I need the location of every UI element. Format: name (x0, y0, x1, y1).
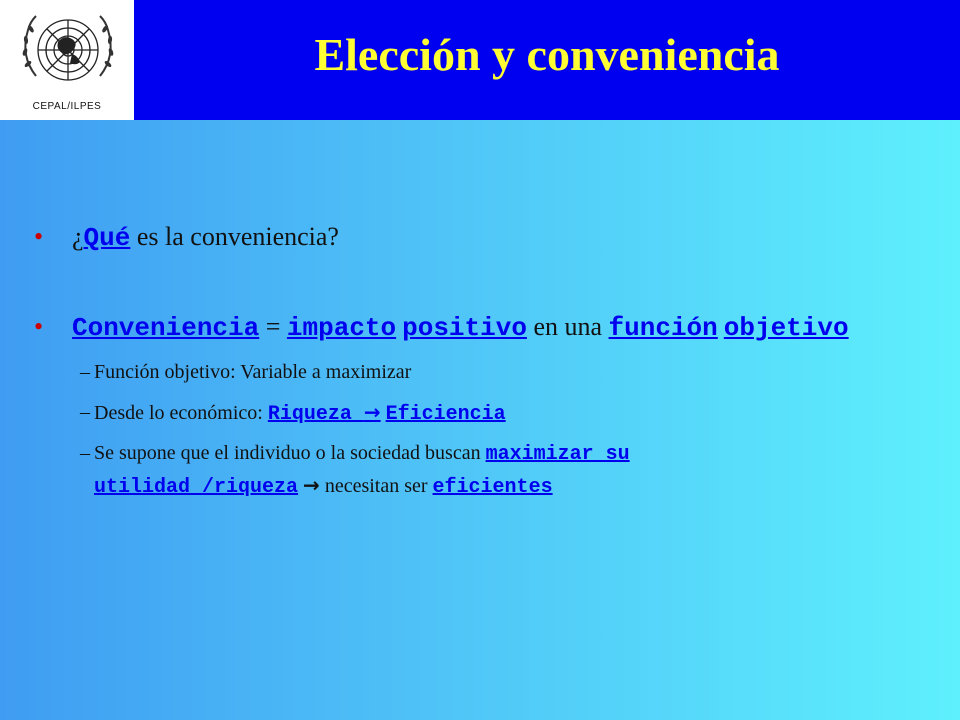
bullet-conveniencia (34, 311, 849, 344)
un-emblem-icon (12, 4, 124, 100)
en-una-text: en una (526, 312, 609, 341)
bullet-dot: • (34, 312, 44, 341)
subitem-middle: necesitan ser (319, 475, 433, 497)
subitem-supone (80, 438, 894, 503)
subitem-funcion-objetivo (80, 357, 412, 388)
dash-marker: – (80, 401, 90, 423)
subitem-economico (80, 397, 506, 430)
header-band (0, 0, 960, 120)
subitem-text: Función objetivo: Variable a maximizar (94, 361, 412, 383)
bullet-dot: • (34, 222, 44, 251)
link-funcion[interactable]: función (608, 313, 718, 343)
dash-marker: – (80, 442, 90, 464)
arrow-right-icon: → (303, 473, 320, 497)
bullet-que (34, 221, 339, 254)
subitem-lead: Se supone que el individuo o la sociedad buscan (94, 442, 486, 464)
link-conveniencia[interactable]: Conveniencia (72, 313, 260, 343)
link-impacto[interactable]: impacto (286, 313, 397, 343)
bullet-prefix: ¿ (72, 222, 84, 251)
link-objetivo[interactable]: objetivo (723, 313, 849, 343)
link-riqueza[interactable]: Riqueza (267, 403, 364, 426)
link-eficiencia[interactable]: Eficiencia (385, 403, 506, 426)
link-eficientes[interactable]: eficientes (432, 476, 553, 499)
arrow-right-icon: → (363, 400, 381, 424)
link-utilidad-riqueza[interactable]: utilidad /riqueza (94, 476, 299, 499)
logo-caption: CEPAL/ILPES (32, 101, 102, 112)
link-que[interactable]: Qué (83, 223, 131, 253)
link-maximizar[interactable]: maximizar su (485, 443, 630, 466)
logo-area (0, 0, 134, 120)
link-positivo[interactable]: positivo (402, 313, 527, 343)
equals-text: = (259, 312, 287, 341)
bullet-suffix: es la conveniencia? (130, 222, 339, 251)
slide-title: Elección y conveniencia (314, 29, 780, 80)
dash-marker: – (80, 361, 90, 383)
subitem-lead: Desde lo económico: (94, 402, 268, 424)
